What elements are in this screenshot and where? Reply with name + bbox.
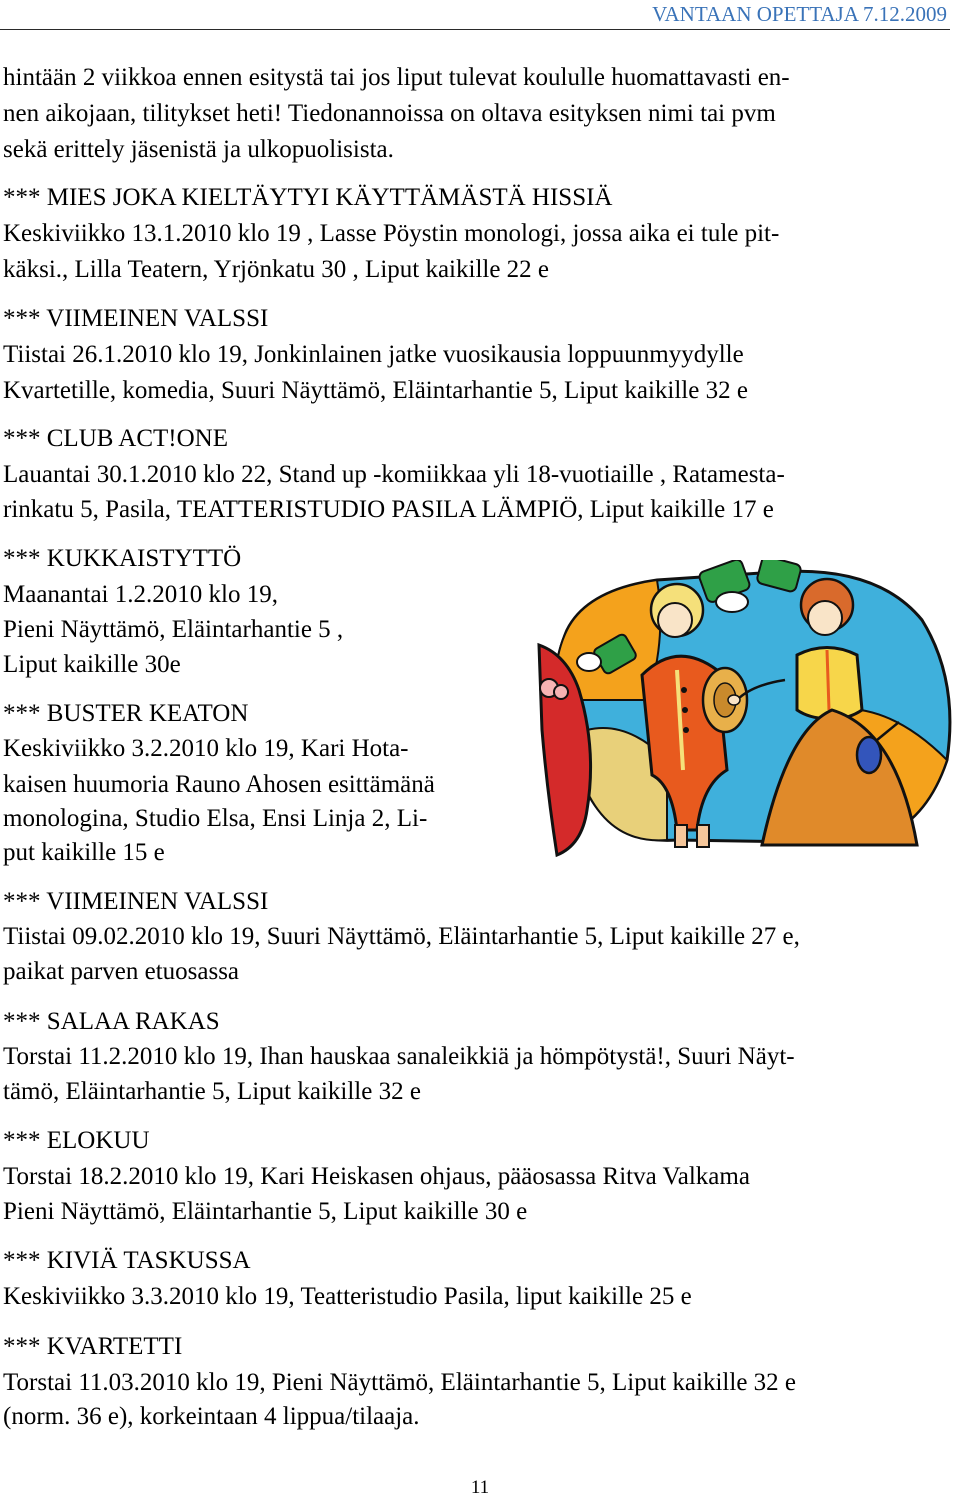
event-detail-line: put kaikille 15 e	[3, 839, 165, 866]
event-detail-line: Kvartetille, komedia, Suuri Näyttämö, Eläintarhantie 5, Liput kaikille 32 e	[3, 377, 748, 404]
event-title: *** KVARTETTI	[3, 1333, 183, 1360]
event-detail-line: tämö, Eläintarhantie 5, Liput kaikille 32 e	[3, 1078, 421, 1105]
event-detail-line: Liput kaikille 30e	[3, 651, 181, 678]
event-detail-line: (norm. 36 e), korkeintaan 4 lippua/tilaaja.	[3, 1403, 420, 1430]
intro-line: nen aikojaan, tilitykset heti! Tiedonannoissa on oltava esityksen nimi tai pvm	[3, 100, 776, 127]
event-detail-line: Tiistai 26.1.2010 klo 19, Jonkinlainen jatke vuosikausia loppuunmyydylle	[3, 341, 744, 368]
event-detail-line: Keskiviikko 3.3.2010 klo 19, Teatteristudio Pasila, liput kaikille 25 e	[3, 1283, 692, 1310]
event-title: *** MIES JOKA KIELTÄYTYI KÄYTTÄMÄSTÄ HISSIÄ	[3, 184, 613, 211]
event-title: *** CLUB ACT!ONE	[3, 425, 228, 452]
event-detail-line: rinkatu 5, Pasila, TEATTERISTUDIO PASILA LÄMPIÖ, Liput kaikille 17 e	[3, 496, 774, 523]
event-detail-line: Keskiviikko 13.1.2010 klo 19 , Lasse Pöystin monologi, jossa aika ei tule pit-	[3, 220, 780, 247]
event-title: *** ELOKUU	[3, 1127, 150, 1154]
event-detail-line: Torstai 18.2.2010 klo 19, Kari Heiskasen ohjaus, pääosassa Ritva Valkama	[3, 1163, 750, 1190]
intro-line: sekä erittely jäsenistä ja ulkopuolisista.	[3, 136, 394, 163]
event-detail-line: Tiistai 09.02.2010 klo 19, Suuri Näyttämö, Eläintarhantie 5, Liput kaikille 27 e,	[3, 923, 800, 950]
event-detail-line: kaisen huumoria Rauno Ahosen esittämänä	[3, 771, 435, 798]
theater-actors-clipart	[527, 560, 959, 870]
event-detail-line: Pieni Näyttämö, Eläintarhantie 5 ,	[3, 616, 344, 643]
event-detail-line: Torstai 11.2.2010 klo 19, Ihan hauskaa sanaleikkiä ja hömpötystä!, Suuri Näyt-	[3, 1043, 795, 1070]
page-number: 11	[470, 1477, 490, 1498]
page-header	[0, 0, 955, 30]
event-title: *** KIVIÄ TASKUSSA	[3, 1247, 251, 1274]
event-detail-line: Lauantai 30.1.2010 klo 22, Stand up -komiikkaa yli 18-vuotiaille , Ratamesta-	[3, 461, 785, 488]
event-detail-line: paikat parven etuosassa	[3, 958, 240, 985]
event-detail-line: käksi., Lilla Teatern, Yrjönkatu 30 , Liput kaikille 22 e	[3, 256, 550, 283]
event-detail-line: monologina, Studio Elsa, Ensi Linja 2, Li-	[3, 805, 428, 832]
event-detail-line: Torstai 11.03.2010 klo 19, Pieni Näyttämö, Eläintarhantie 5, Liput kaikille 32 e	[3, 1369, 797, 1396]
intro-line: hintään 2 viikkoa ennen esitystä tai jos liput tulevat koululle huomattavasti en-	[3, 64, 790, 91]
event-detail-line: Keskiviikko 3.2.2010 klo 19, Kari Hota-	[3, 735, 409, 762]
event-title: *** BUSTER KEATON	[3, 700, 249, 727]
event-title: *** SALAA RAKAS	[3, 1008, 220, 1035]
event-title: *** KUKKAISTYTTÖ	[3, 545, 242, 572]
publication-title: VANTAAN OPETTAJA 7.12.2009	[652, 2, 947, 26]
event-detail-line: Pieni Näyttämö, Eläintarhantie 5, Liput kaikille 30 e	[3, 1198, 528, 1225]
event-title: *** VIIMEINEN VALSSI	[3, 305, 269, 332]
header-rule	[0, 29, 950, 30]
event-detail-line: Maanantai 1.2.2010 klo 19,	[3, 581, 278, 608]
event-title: *** VIIMEINEN VALSSI	[3, 888, 269, 915]
